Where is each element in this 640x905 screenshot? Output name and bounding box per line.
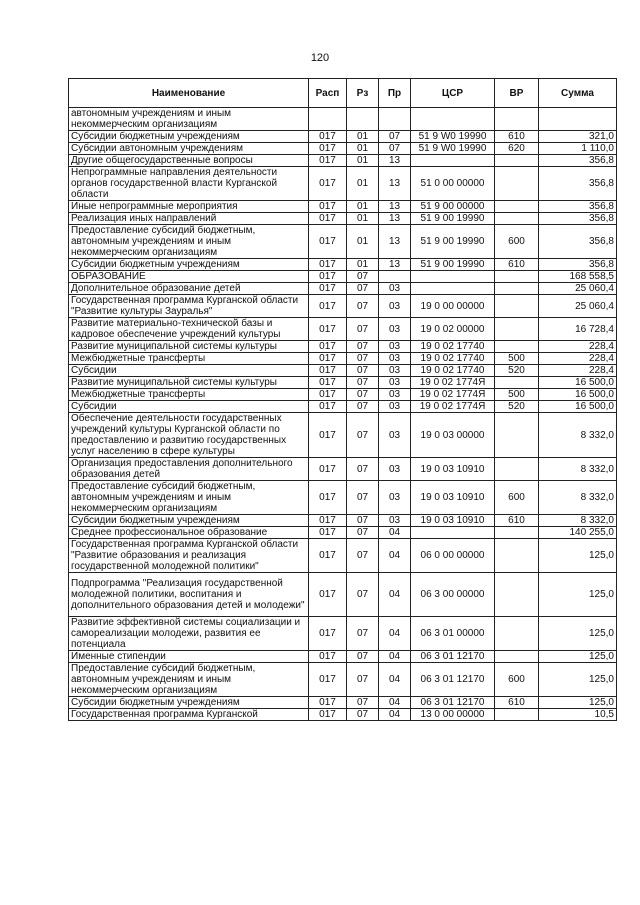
- table-row: [69, 663, 617, 697]
- cell-name: ОБРАЗОВАНИЕ: [69, 271, 309, 283]
- cell-csr: 19 0 03 10910: [411, 481, 495, 515]
- cell-csr: 06 3 01 12170: [411, 651, 495, 663]
- cell-vr: [495, 413, 539, 458]
- cell-csr: 51 9 00 00000: [411, 201, 495, 213]
- table-row: [69, 458, 617, 481]
- cell-rz: 01: [347, 155, 379, 167]
- cell-pr: 04: [379, 617, 411, 651]
- cell-sum: 356,8: [539, 167, 617, 201]
- cell-rasp: 017: [309, 709, 347, 721]
- cell-rasp: 017: [309, 573, 347, 617]
- cell-vr: 500: [495, 389, 539, 401]
- cell-sum: 356,8: [539, 201, 617, 213]
- cell-vr: [495, 709, 539, 721]
- cell-name: Предоставление субсидий бюджетным, автономным учреждениям и иным некоммерческим организациям: [69, 225, 309, 259]
- cell-rasp: 017: [309, 283, 347, 295]
- cell-name: Субсидии бюджетным учреждениям: [69, 697, 309, 709]
- cell-sum: 228,4: [539, 341, 617, 353]
- cell-pr: 13: [379, 213, 411, 225]
- cell-rz: 07: [347, 527, 379, 539]
- cell-sum: [539, 108, 617, 131]
- cell-rasp: 017: [309, 539, 347, 573]
- cell-csr: [411, 283, 495, 295]
- cell-name: Субсидии бюджетным учреждениям: [69, 259, 309, 271]
- cell-csr: 19 0 03 10910: [411, 458, 495, 481]
- table-row: [69, 108, 617, 131]
- cell-name: Субсидии бюджетным учреждениям: [69, 131, 309, 143]
- cell-rz: 07: [347, 458, 379, 481]
- cell-rasp: 017: [309, 697, 347, 709]
- table-row: [69, 573, 617, 617]
- table-row: [69, 143, 617, 155]
- cell-rasp: 017: [309, 167, 347, 201]
- cell-vr: [495, 573, 539, 617]
- cell-sum: 356,8: [539, 225, 617, 259]
- cell-name: Государственная программа Курганской: [69, 709, 309, 721]
- cell-vr: [495, 295, 539, 318]
- cell-rz: 07: [347, 413, 379, 458]
- cell-name: Другие общегосударственные вопросы: [69, 155, 309, 167]
- cell-vr: [495, 283, 539, 295]
- cell-rz: 07: [347, 341, 379, 353]
- cell-csr: 06 3 01 00000: [411, 617, 495, 651]
- cell-vr: 520: [495, 365, 539, 377]
- table-row: [69, 213, 617, 225]
- cell-vr: [495, 651, 539, 663]
- table-row: [69, 401, 617, 413]
- cell-vr: [495, 617, 539, 651]
- cell-vr: 520: [495, 401, 539, 413]
- table-row: [69, 697, 617, 709]
- cell-sum: 228,4: [539, 353, 617, 365]
- header-rasp: Расп: [309, 79, 347, 108]
- cell-rz: 01: [347, 225, 379, 259]
- header-sum: Сумма: [539, 79, 617, 108]
- cell-vr: [495, 527, 539, 539]
- table-header-row: [69, 79, 617, 108]
- cell-name: Развитие муниципальной системы культуры: [69, 341, 309, 353]
- cell-rz: 07: [347, 401, 379, 413]
- cell-rasp: 017: [309, 413, 347, 458]
- cell-sum: 8 332,0: [539, 413, 617, 458]
- cell-pr: 04: [379, 651, 411, 663]
- cell-rasp: 017: [309, 295, 347, 318]
- table-row: [69, 271, 617, 283]
- header-pr: Пр: [379, 79, 411, 108]
- cell-csr: 19 0 02 1774Я: [411, 401, 495, 413]
- cell-pr: 13: [379, 201, 411, 213]
- cell-csr: 13 0 00 00000: [411, 709, 495, 721]
- cell-rz: 07: [347, 377, 379, 389]
- cell-pr: [379, 271, 411, 283]
- cell-name: Межбюджетные трансферты: [69, 389, 309, 401]
- cell-pr: 13: [379, 225, 411, 259]
- cell-rasp: 017: [309, 377, 347, 389]
- cell-name: Субсидии автономным учреждениям: [69, 143, 309, 155]
- cell-csr: [411, 527, 495, 539]
- cell-rz: 01: [347, 167, 379, 201]
- page-number: 120: [310, 52, 330, 64]
- cell-csr: [411, 271, 495, 283]
- cell-name: Реализация иных направлений: [69, 213, 309, 225]
- cell-rz: 07: [347, 389, 379, 401]
- table-row: [69, 201, 617, 213]
- cell-vr: [495, 341, 539, 353]
- cell-csr: 19 0 03 10910: [411, 515, 495, 527]
- cell-sum: 25 060,4: [539, 295, 617, 318]
- table-row: [69, 515, 617, 527]
- cell-csr: 06 3 01 12170: [411, 663, 495, 697]
- cell-rz: 07: [347, 295, 379, 318]
- header-name: Наименование: [69, 79, 309, 108]
- table-row: [69, 527, 617, 539]
- cell-name: Межбюджетные трансферты: [69, 353, 309, 365]
- cell-rz: 01: [347, 143, 379, 155]
- cell-rz: 01: [347, 131, 379, 143]
- cell-rz: 07: [347, 283, 379, 295]
- cell-vr: 620: [495, 143, 539, 155]
- table-row: [69, 318, 617, 341]
- cell-name: Среднее профессиональное образование: [69, 527, 309, 539]
- cell-name: Предоставление субсидий бюджетным, автономным учреждениям и иным некоммерческим организациям: [69, 663, 309, 697]
- cell-rasp: 017: [309, 651, 347, 663]
- cell-sum: 356,8: [539, 155, 617, 167]
- cell-rasp: 017: [309, 271, 347, 283]
- cell-sum: 16 500,0: [539, 401, 617, 413]
- cell-vr: [495, 213, 539, 225]
- cell-pr: 13: [379, 155, 411, 167]
- cell-vr: [495, 108, 539, 131]
- cell-csr: 51 9 W0 19990: [411, 143, 495, 155]
- cell-pr: 07: [379, 131, 411, 143]
- cell-sum: 25 060,4: [539, 283, 617, 295]
- cell-pr: 04: [379, 573, 411, 617]
- cell-csr: [411, 108, 495, 131]
- cell-csr: 19 0 02 17740: [411, 353, 495, 365]
- cell-pr: 03: [379, 401, 411, 413]
- cell-pr: 03: [379, 481, 411, 515]
- cell-rz: 07: [347, 663, 379, 697]
- cell-sum: 125,0: [539, 539, 617, 573]
- cell-rasp: 017: [309, 515, 347, 527]
- cell-rz: 07: [347, 481, 379, 515]
- cell-name: Предоставление субсидий бюджетным, автономным учреждениям и иным некоммерческим организациям: [69, 481, 309, 515]
- cell-pr: 04: [379, 709, 411, 721]
- cell-rz: [347, 108, 379, 131]
- table-row: [69, 295, 617, 318]
- cell-rasp: 017: [309, 213, 347, 225]
- cell-pr: 03: [379, 353, 411, 365]
- table-row: [69, 617, 617, 651]
- cell-sum: 125,0: [539, 573, 617, 617]
- cell-csr: 19 0 02 1774Я: [411, 377, 495, 389]
- cell-rasp: 017: [309, 663, 347, 697]
- cell-csr: [411, 155, 495, 167]
- cell-pr: 04: [379, 697, 411, 709]
- cell-sum: 10,5: [539, 709, 617, 721]
- cell-csr: 19 0 02 17740: [411, 341, 495, 353]
- cell-csr: 06 0 00 00000: [411, 539, 495, 573]
- cell-vr: 610: [495, 697, 539, 709]
- table-row: [69, 377, 617, 389]
- table-row: [69, 131, 617, 143]
- cell-sum: 125,0: [539, 651, 617, 663]
- cell-name: Государственная программа Курганской области "Развитие культуры Зауралья": [69, 295, 309, 318]
- cell-vr: [495, 318, 539, 341]
- header-vr: ВР: [495, 79, 539, 108]
- cell-sum: 1 110,0: [539, 143, 617, 155]
- cell-rasp: 017: [309, 131, 347, 143]
- cell-rz: 07: [347, 617, 379, 651]
- cell-pr: 13: [379, 167, 411, 201]
- cell-rz: 07: [347, 515, 379, 527]
- cell-name: Подпрограмма "Реализация государственной молодежной политики, воспитания и дополнительного образования детей и молодежи": [69, 573, 309, 617]
- cell-rz: 07: [347, 365, 379, 377]
- cell-csr: 06 3 00 00000: [411, 573, 495, 617]
- cell-csr: 51 9 W0 19990: [411, 131, 495, 143]
- cell-csr: 19 0 03 00000: [411, 413, 495, 458]
- cell-sum: 125,0: [539, 697, 617, 709]
- header-csr: ЦСР: [411, 79, 495, 108]
- cell-name: Именные стипендии: [69, 651, 309, 663]
- table-row: [69, 167, 617, 201]
- table-row: [69, 341, 617, 353]
- cell-pr: 04: [379, 539, 411, 573]
- cell-vr: [495, 539, 539, 573]
- table-row: [69, 539, 617, 573]
- cell-pr: 03: [379, 295, 411, 318]
- cell-name: Обеспечение деятельности государственных учреждений культуры Курганской области по предоставлению и развитию государственных услуг населению в сфере культуры: [69, 413, 309, 458]
- cell-pr: 03: [379, 389, 411, 401]
- cell-rasp: 017: [309, 155, 347, 167]
- budget-table: [68, 78, 617, 721]
- cell-vr: 600: [495, 225, 539, 259]
- cell-pr: 03: [379, 341, 411, 353]
- cell-pr: 03: [379, 413, 411, 458]
- cell-name: Непрограммные направления деятельности органов государственной власти Курганской области: [69, 167, 309, 201]
- cell-vr: 610: [495, 515, 539, 527]
- cell-name: Развитие эффективной системы социализации и самореализации молодежи, развития ее потенциала: [69, 617, 309, 651]
- table-row: [69, 651, 617, 663]
- cell-vr: [495, 201, 539, 213]
- table-row: [69, 413, 617, 458]
- cell-sum: 168 558,5: [539, 271, 617, 283]
- cell-csr: 51 9 00 19990: [411, 225, 495, 259]
- cell-vr: [495, 155, 539, 167]
- cell-rasp: 017: [309, 318, 347, 341]
- cell-vr: 610: [495, 131, 539, 143]
- cell-rasp: 017: [309, 341, 347, 353]
- cell-sum: 321,0: [539, 131, 617, 143]
- cell-rasp: [309, 108, 347, 131]
- cell-rasp: 017: [309, 389, 347, 401]
- cell-pr: 04: [379, 527, 411, 539]
- cell-rasp: 017: [309, 353, 347, 365]
- table-row: [69, 353, 617, 365]
- cell-csr: 51 9 00 19990: [411, 259, 495, 271]
- cell-csr: 51 0 00 00000: [411, 167, 495, 201]
- table-body: [69, 108, 617, 721]
- cell-rasp: 017: [309, 259, 347, 271]
- cell-rz: 07: [347, 271, 379, 283]
- cell-name: Дополнительное образование детей: [69, 283, 309, 295]
- cell-name: Развитие материально-технической базы и кадровое обеспечение учреждений культуры: [69, 318, 309, 341]
- cell-rz: 07: [347, 697, 379, 709]
- cell-rz: 07: [347, 539, 379, 573]
- cell-pr: 03: [379, 318, 411, 341]
- cell-vr: [495, 377, 539, 389]
- cell-rasp: 017: [309, 481, 347, 515]
- cell-vr: 500: [495, 353, 539, 365]
- cell-name: Иные непрограммные мероприятия: [69, 201, 309, 213]
- cell-rz: 07: [347, 318, 379, 341]
- cell-rz: 07: [347, 709, 379, 721]
- cell-pr: 13: [379, 259, 411, 271]
- cell-csr: 51 9 00 19990: [411, 213, 495, 225]
- table-row: [69, 155, 617, 167]
- cell-name: автономным учреждениям и иным некоммерческим организациям: [69, 108, 309, 131]
- header-rz: Рз: [347, 79, 379, 108]
- cell-sum: 8 332,0: [539, 515, 617, 527]
- cell-rz: 07: [347, 353, 379, 365]
- cell-name: Субсидии: [69, 401, 309, 413]
- cell-csr: 06 3 01 12170: [411, 697, 495, 709]
- table-row: [69, 481, 617, 515]
- cell-pr: 03: [379, 377, 411, 389]
- cell-rasp: 017: [309, 458, 347, 481]
- cell-sum: 356,8: [539, 259, 617, 271]
- cell-sum: 16 500,0: [539, 377, 617, 389]
- cell-sum: 16 500,0: [539, 389, 617, 401]
- cell-pr: 03: [379, 458, 411, 481]
- cell-vr: [495, 271, 539, 283]
- cell-sum: 228,4: [539, 365, 617, 377]
- cell-pr: 04: [379, 663, 411, 697]
- cell-pr: 03: [379, 515, 411, 527]
- cell-sum: 8 332,0: [539, 481, 617, 515]
- cell-csr: 19 0 00 00000: [411, 295, 495, 318]
- table-row: [69, 389, 617, 401]
- table-row: [69, 283, 617, 295]
- cell-csr: 19 0 02 00000: [411, 318, 495, 341]
- cell-sum: 125,0: [539, 617, 617, 651]
- cell-sum: 16 728,4: [539, 318, 617, 341]
- cell-rz: 01: [347, 259, 379, 271]
- cell-rasp: 017: [309, 225, 347, 259]
- cell-rz: 07: [347, 651, 379, 663]
- cell-rasp: 017: [309, 143, 347, 155]
- cell-pr: 03: [379, 365, 411, 377]
- cell-name: Государственная программа Курганской области "Развитие образования и реализация государственной молодежной политики": [69, 539, 309, 573]
- cell-sum: 356,8: [539, 213, 617, 225]
- cell-vr: 600: [495, 481, 539, 515]
- cell-pr: 07: [379, 143, 411, 155]
- cell-name: Развитие муниципальной системы культуры: [69, 377, 309, 389]
- cell-sum: 125,0: [539, 663, 617, 697]
- cell-rasp: 017: [309, 401, 347, 413]
- table-row: [69, 259, 617, 271]
- cell-rz: 01: [347, 201, 379, 213]
- cell-rz: 07: [347, 573, 379, 617]
- table-row: [69, 709, 617, 721]
- cell-pr: 03: [379, 283, 411, 295]
- cell-sum: 140 255,0: [539, 527, 617, 539]
- cell-csr: 19 0 02 1774Я: [411, 389, 495, 401]
- cell-vr: [495, 167, 539, 201]
- cell-name: Субсидии: [69, 365, 309, 377]
- cell-vr: 610: [495, 259, 539, 271]
- cell-csr: 19 0 02 17740: [411, 365, 495, 377]
- cell-vr: 600: [495, 663, 539, 697]
- table-row: [69, 225, 617, 259]
- cell-sum: 8 332,0: [539, 458, 617, 481]
- cell-name: Субсидии бюджетным учреждениям: [69, 515, 309, 527]
- table-row: [69, 365, 617, 377]
- cell-name: Организация предоставления дополнительного образования детей: [69, 458, 309, 481]
- cell-rasp: 017: [309, 201, 347, 213]
- cell-rasp: 017: [309, 617, 347, 651]
- cell-pr: [379, 108, 411, 131]
- cell-rz: 01: [347, 213, 379, 225]
- cell-rasp: 017: [309, 527, 347, 539]
- cell-vr: [495, 458, 539, 481]
- cell-rasp: 017: [309, 365, 347, 377]
